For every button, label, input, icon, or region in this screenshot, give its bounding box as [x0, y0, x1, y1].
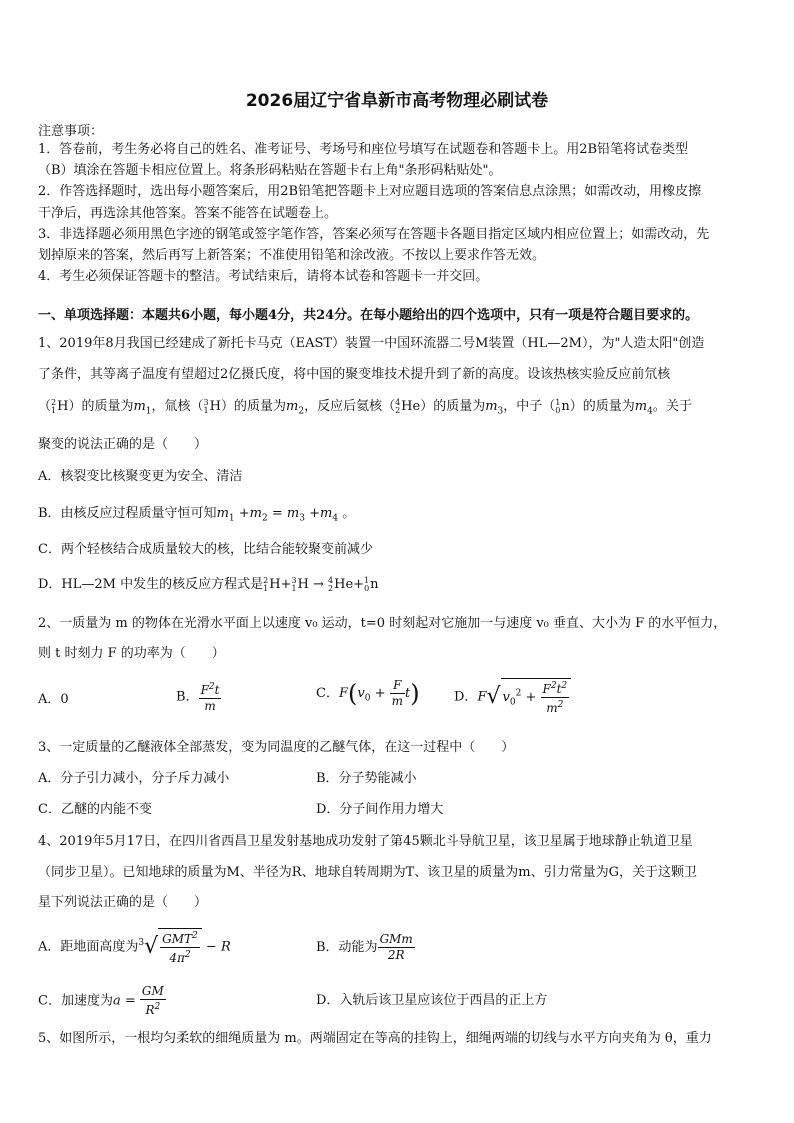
notice-line-6: 划掉原来的答案，然后再写上新答案；不准使用铅笔和涂改液。不按以上要求作答无效。 [38, 248, 546, 263]
q1-line-2: 了条件，其等离子温度有望超过2亿摄氏度，将中国的聚变堆技术提升到了新的高度。设该热核实验反应前氘核 [38, 367, 671, 382]
section-heading: 一、单项选择题：本题共6小题，每小题4分，共24分。在每小题给出的四个选项中，只有一项是符合题目要求的。 [38, 308, 699, 323]
q4-line-3: 星下列说法正确的是（ ） [38, 895, 208, 910]
q4-option-c: C．加速度为a = $\frac{GM}{R^2}$ [38, 984, 164, 1017]
notice-line-5: 3．非选择题必须用黑色字迹的钢笔或签字笔作答，答案必须写在答题卡各题目指定区域内相应位置上；如需改动，先 [38, 227, 710, 242]
notice-heading: 注意事项： [38, 124, 104, 139]
q2-option-d: D．F√ $v_0^2$ + $\frac{F^2t^2}{m^2}$ [454, 678, 571, 716]
q3-option-b: B．分子势能减小 [316, 771, 417, 786]
q2-option-b: B． $\frac{F^2t}{m}$ [176, 682, 220, 713]
q2-line-2: 则 t 时刻力 F 的功率为（ ） [38, 646, 225, 661]
notice-line-1: 1．答卷前，考生务必将自己的姓名、准考证号、考场号和座位号填写在试题卷和答题卡上。用2B铅笔将试卷类型 [38, 142, 689, 157]
q1-option-c: C．两个轻核结合成质量较大的核，比结合能较聚变前减少 [38, 542, 373, 557]
notice-line-7: 4．考生必须保证答题卡的整洁。考试结束后，请将本试卷和答题卡一并交回。 [38, 269, 489, 284]
q4-option-b: B．动能为 $\frac{\text{GMm}}{2R}$ [316, 932, 413, 962]
q2-option-a: A．0 [38, 692, 69, 707]
q3-line-1: 3、一定质量的乙醚液体全部蒸发，变为同温度的乙醚气体，在这一过程中（ ） [38, 740, 515, 755]
q2-line-1: 2、一质量为 m 的物体在光滑水平面上以速度 v₀ 运动，t=0 时刻起对它施加一与速度 v₀ 垂直、大小为 F 的水平恒力， [38, 616, 727, 631]
q1-line-4: 聚变的说法正确的是（ ） [38, 437, 208, 452]
q1-option-d: D．HL—2M 中发生的核反应方程式是 2 1 H+ 3 1 H → 4 2 He+ 1 0 n [38, 575, 379, 593]
q4-option-d: D．入轨后该卫星应该位于西昌的正上方 [316, 993, 548, 1008]
q1-line-3: （ 2 1 H）的质量为$m_1$，氚核（ 3 1 H）的质量为$m_2$，反应后氦核（ 4 2 He）的质量为$m_3$，中子（ 1 0 n）的质量为$m_4$。关于 [38, 397, 692, 417]
exam-title: 2026届辽宁省阜新市高考物理必刷试卷 [245, 91, 549, 111]
notice-line-4: 干净后，再选涂其他答案。答案不能答在试题卷上。 [38, 206, 338, 221]
q4-line-1: 4、2019年5月17日，在四川省西昌卫星发射基地成功发射了第45颗北斗导航卫星，该卫星属于地球静止轨道卫星 [38, 834, 693, 849]
q1-line-1: 1、2019年8月我国已经建成了新托卡马克（EAST）装置一中国环流器二号M装置（HL—2M），为"人造太阳"创造 [38, 336, 705, 351]
q1-option-a: A．核裂变比核聚变更为安全、清洁 [38, 469, 243, 484]
q3-option-d: D．分子间作用力增大 [316, 802, 444, 817]
q4-line-2: （同步卫星）。已知地球的质量为M、半径为R、地球自转周期为T、该卫星的质量为m、引力常量为G，关于这颗卫 [38, 865, 697, 880]
q4-option-a: A．距地面高度为$^3$√ $\frac{GMT^2}{4\pi^2}$ − R [38, 928, 231, 966]
q2-option-c: C．$F(v_0$ + $\frac{F}{m}$ t) [316, 678, 420, 708]
notice-line-3: 2．作答选择题时，选出每小题答案后，用2B铅笔把答题卡上对应题目选项的答案信息点涂黑；如需改动，用橡皮擦 [38, 184, 702, 199]
notice-line-2: （B）填涂在答题卡相应位置上。将条形码粘贴在答题卡右上角"条形码粘贴处"。 [38, 163, 502, 178]
q1-option-b: B．由核反应过程质量守恒可知$m_1 +m_2 = m_3 +m_4$ 。 [38, 506, 356, 524]
q5-line-1: 5、如图所示，一根均匀柔软的细绳质量为 m。两端固定在等高的挂钩上，细绳两端的切线与水平方向夹角为 θ，重力 [38, 1031, 712, 1046]
q3-option-c: C．乙醚的内能不变 [38, 802, 152, 817]
q3-option-a: A．分子引力减小，分子斥力减小 [38, 771, 230, 786]
